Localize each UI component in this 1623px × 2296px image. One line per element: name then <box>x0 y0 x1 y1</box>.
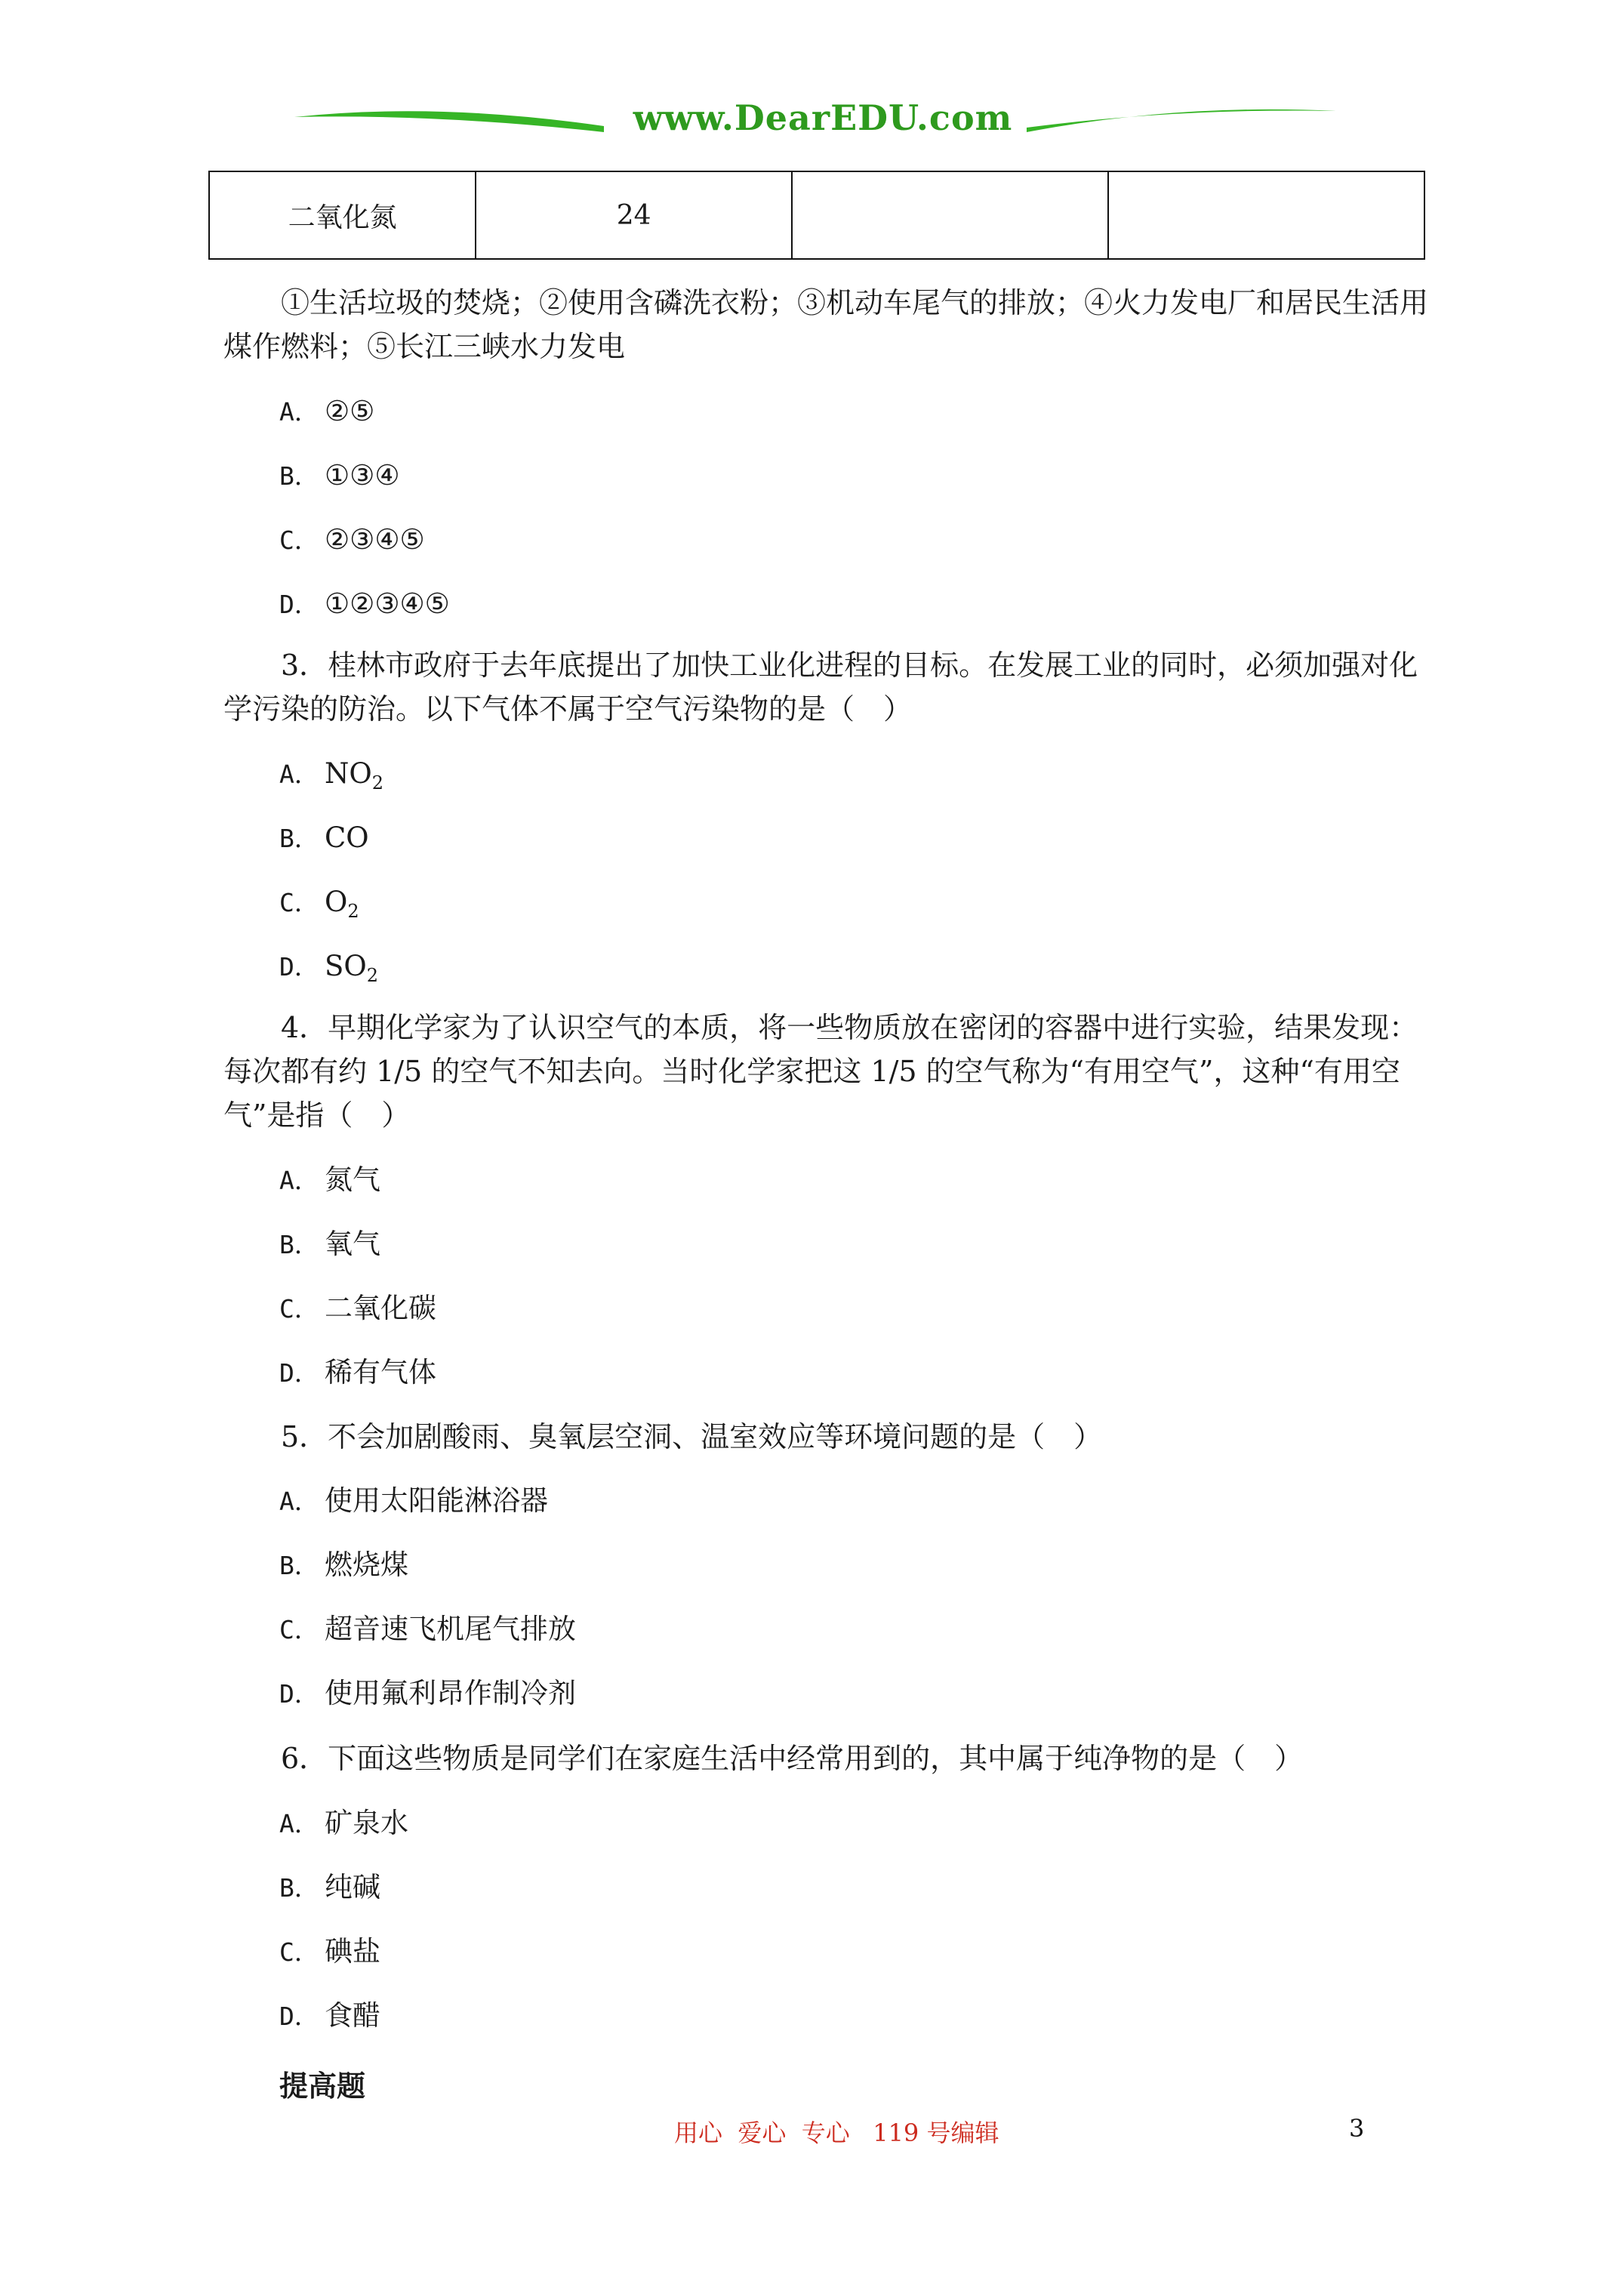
question-stem: 5．不会加剧酸雨、臭氧层空洞、温室效应等环境问题的是（ ） <box>281 1420 1103 1453</box>
q5-option-b: B． 燃烧煤 <box>279 1549 408 1581</box>
q6-option-c: C． 碘盐 <box>279 1935 380 1968</box>
table-row <box>209 171 1424 259</box>
q4-option-b: B． 氧气 <box>279 1228 380 1260</box>
question-3 <box>223 643 1431 731</box>
q3-option-c: C． $O_2$ <box>279 886 359 922</box>
q6-option-b: B． 纯碱 <box>279 1871 380 1903</box>
question-4 <box>223 1006 1431 1137</box>
question-6 <box>223 1737 1431 1780</box>
q4-option-a: A． 氮气 <box>279 1163 380 1196</box>
question-stem: 6．下面这些物质是同学们在家庭生活中经常用到的，其中属于纯净物的是（ ） <box>281 1742 1304 1775</box>
site-header-banner <box>287 94 1344 147</box>
q2-option-c: C． ②③④⑤ <box>279 523 425 556</box>
section-heading: 提高题 <box>279 2069 366 2103</box>
q6-option-d: D． 食醋 <box>279 1999 380 2032</box>
page-number: 3 <box>1349 2114 1365 2143</box>
table-cell <box>1108 171 1424 259</box>
q6-option-a: A． 矿泉水 <box>279 1807 408 1839</box>
q3-option-b: B． CO <box>279 821 369 854</box>
q3-option-a: A． $NO_2$ <box>279 757 383 794</box>
table-cell: 24 <box>476 171 792 259</box>
q5-option-d: D． 使用氟利昂作制冷剂 <box>279 1677 576 1709</box>
site-url: www.DearEDU.com <box>633 97 1013 138</box>
question-stem: 3．桂林市政府于去年底提出了加快工业化进程的目标。在发展工业的同时，必须加强对化学污染的防治。以下气体不属于空气污染物的是（ ） <box>223 649 1418 726</box>
table-cell: 二氧化氮 <box>209 171 476 259</box>
q2-option-d: D． ①②③④⑤ <box>279 587 450 620</box>
page-footer <box>0 2114 1623 2159</box>
pollutant-table <box>208 171 1425 260</box>
q5-option-a: A． 使用太阳能淋浴器 <box>279 1484 548 1517</box>
q4-option-c: C． 二氧化碳 <box>279 1292 436 1324</box>
sources-paragraph <box>223 281 1431 368</box>
footer-slogan: 用心 爱心 专心 119 号编辑 <box>674 2119 999 2147</box>
q4-option-d: D． 稀有气体 <box>279 1356 436 1388</box>
table-cell <box>792 171 1108 259</box>
q2-option-b: B． ①③④ <box>279 459 400 492</box>
q2-option-a: A． ②⑤ <box>279 395 375 427</box>
sources-text: ①生活垃圾的焚烧；②使用含磷洗衣粉；③机动车尾气的排放；④火力发电厂和居民生活用煤作燃料；⑤长江三峡水力发电 <box>223 286 1429 363</box>
q3-option-d: D． $SO_2$ <box>279 950 378 986</box>
question-5 <box>223 1415 1431 1459</box>
question-stem: 4．早期化学家为了认识空气的本质，将一些物质放在密闭的容器中进行实验，结果发现：每次都有约 1/5 的空气不知去向。当时化学家把这 1/5 的空气称为“有用空气”，这种“有用空气”是指（ ） <box>223 1011 1418 1132</box>
q5-option-c: C． 超音速飞机尾气排放 <box>279 1613 576 1645</box>
